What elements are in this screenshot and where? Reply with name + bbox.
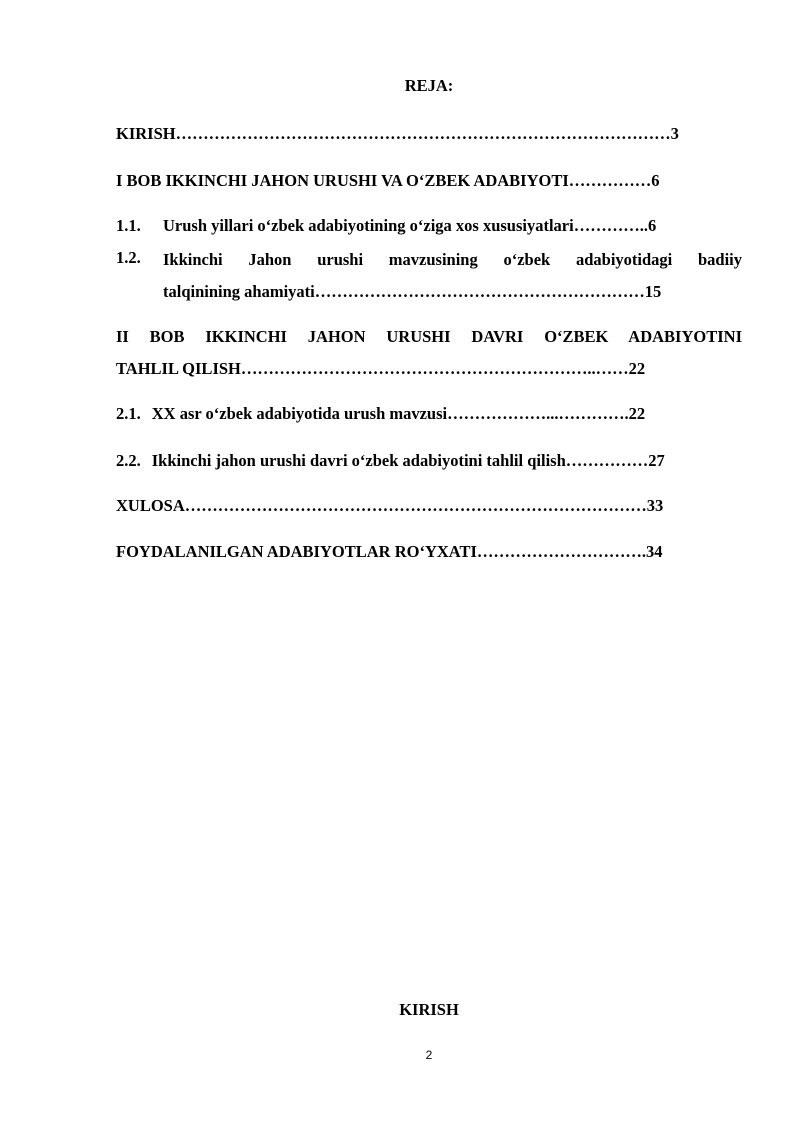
toc-text: XX asr o‘zbek adabiyotida urush mavzusi………………...………….22 bbox=[151, 404, 646, 423]
toc-text: Ikkinchi jahon urushi davri o‘zbek adabiyotini tahlil qilish……………27 bbox=[151, 451, 665, 470]
toc-text-line-1: II BOB IKKINCHI JAHON URUSHI DAVRI O‘ZBEK ADABIYOTINI bbox=[116, 327, 742, 346]
toc-number: 1.2. bbox=[116, 248, 141, 267]
toc-text-line-2: TAHLIL QILISH………………………………………………………..……22 bbox=[116, 359, 646, 378]
page-number: 2 bbox=[425, 1048, 433, 1062]
toc-entry-2-1 bbox=[116, 404, 645, 424]
toc-number: 2.1. bbox=[116, 404, 141, 423]
toc-text bbox=[163, 248, 742, 304]
toc-entry-bob2 bbox=[116, 325, 742, 381]
toc-entry-1-2 bbox=[116, 248, 742, 308]
toc-entry-bob1: I BOB IKKINCHI JAHON URUSHI VA O‘ZBEK ADABIYOTI……………6 bbox=[116, 171, 660, 190]
page-title: REJA: bbox=[404, 76, 454, 95]
section-heading-kirish: KIRISH bbox=[399, 1000, 459, 1019]
toc-text: Urush yillari o‘zbek adabiyotining o‘ziga xos xususiyatlari…………..6 bbox=[163, 216, 657, 235]
toc-entry-1-1 bbox=[116, 216, 742, 240]
toc-number: 2.2. bbox=[116, 451, 141, 470]
toc-entry-2-2 bbox=[116, 451, 665, 471]
toc-text-line-1: Ikkinchi Jahon urushi mavzusining o‘zbek adabiyotidagi badiiy bbox=[163, 250, 742, 269]
toc-entry-kirish: KIRISH………………………………………………………………………………3 bbox=[116, 124, 679, 143]
toc-text-line-2: talqinining ahamiyati……………………………………………………15 bbox=[163, 282, 662, 301]
toc-number: 1.1. bbox=[116, 216, 141, 235]
toc-entry-foydalanilgan: FOYDALANILGAN ADABIYOTLAR RO‘YXATI………………………….34 bbox=[116, 542, 663, 561]
toc-entry-xulosa: XULOSA…………………………………………………………………………33 bbox=[116, 496, 664, 515]
